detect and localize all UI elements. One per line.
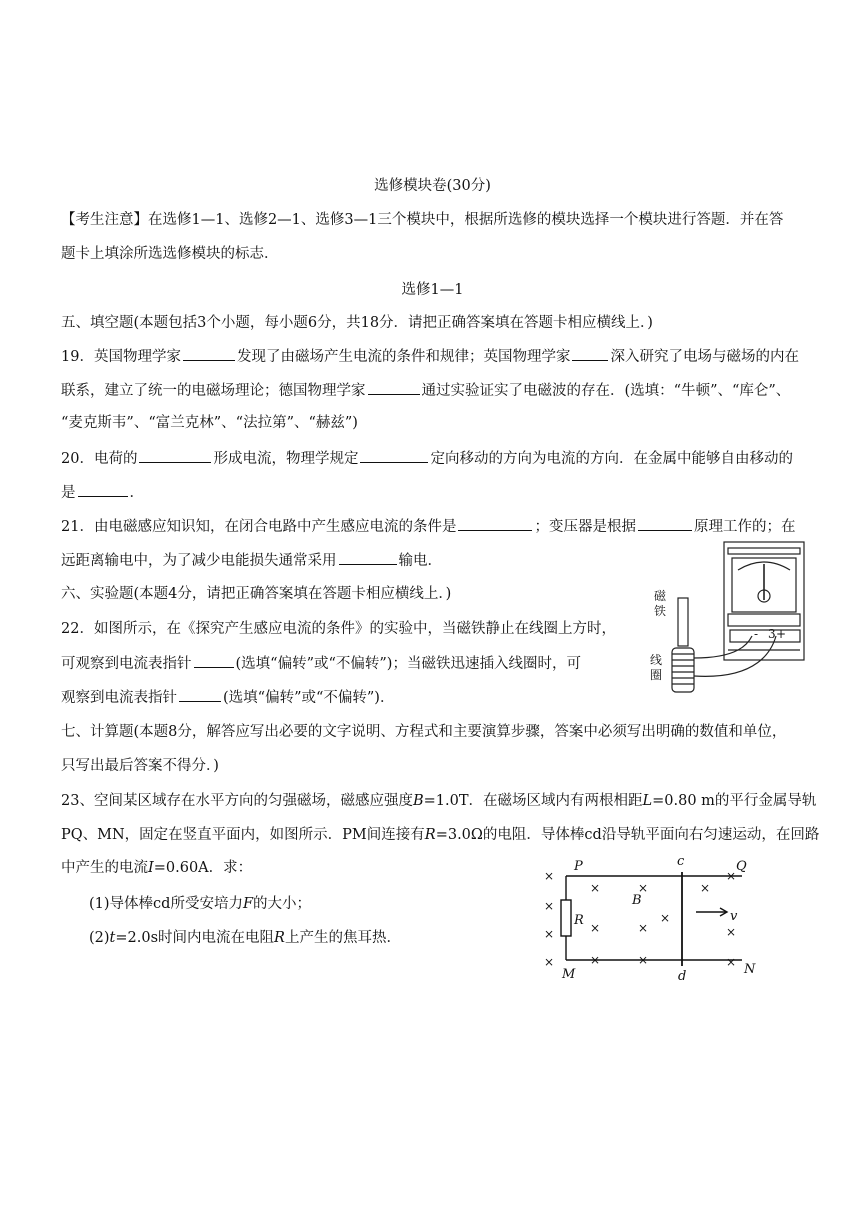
q23-symbol-R2: R: [274, 930, 285, 946]
q21-text-2: ；变压器是根据: [534, 519, 636, 535]
q23-symbol-t: t: [109, 930, 116, 946]
q23-text-1: 23、空间某区域存在水平方向的匀强磁场，磁感应强度: [61, 793, 413, 809]
notice-line-1: 【考生注意】在选修1—1、选修2—1、选修3—1三个模块中，根据所选修的模块选择一个模块进行答题．并在答: [61, 212, 784, 228]
label-Q: Q: [736, 859, 747, 874]
resistor-R: [561, 900, 571, 936]
notice-line-2: 题卡上填涂所选选修模块的标志．: [61, 246, 279, 262]
q23-text-4: PQ、MN，固定在竖直平面内，如图所示．PM间连接有: [61, 827, 425, 843]
q20-text-2: 形成电流，物理学规定: [213, 451, 359, 467]
q20-blank-3[interactable]: [78, 482, 128, 497]
field-cross-12: ×: [700, 881, 711, 895]
label-R: R: [574, 913, 584, 928]
field-cross-5: ×: [590, 881, 601, 895]
q23-text-2: =1.0T．在磁场区域内有两根相距: [423, 793, 643, 809]
coil-windings: [672, 654, 694, 684]
q20-blank-1[interactable]: [139, 448, 211, 463]
q23-symbol-F: F: [242, 896, 254, 912]
q19-blank-1[interactable]: [183, 346, 235, 361]
field-cross-11: ×: [660, 911, 671, 925]
field-cross-1: ×: [544, 869, 555, 883]
q23-symbol-L: L: [642, 793, 653, 809]
q23-line-3: [61, 858, 252, 878]
magnet-label: [654, 589, 667, 618]
q19-text-5: 通过实验证实了电磁波的存在．(选填：“牛顿”、“库仑”、: [421, 383, 791, 399]
field-cross-4: ×: [544, 955, 555, 969]
coil-label: [650, 652, 662, 682]
q21-blank-2[interactable]: [638, 516, 692, 531]
field-cross-9: ×: [638, 921, 649, 935]
q21-text-1: 21．由电磁感应知识知，在闭合电路中产生感应电流的条件是: [61, 519, 457, 535]
module-title: 选修1—1: [401, 282, 464, 298]
label-B: B: [632, 893, 642, 908]
field-cross-10: ×: [638, 953, 649, 967]
bar-magnet: [678, 598, 688, 646]
q19-text-4: 联系，建立了统一的电磁场理论；德国物理学家: [61, 383, 366, 399]
q22-line-3: [61, 687, 394, 708]
q19-text-2: 发现了由磁场产生电流的条件和规律；英国物理学家: [236, 349, 571, 365]
q23-symbol-B: B: [412, 793, 424, 809]
q20-text-4: 是: [61, 485, 76, 501]
q22-text-1: 可观察到电流表指针: [61, 656, 192, 672]
magnet-label-char-2: 铁: [654, 604, 667, 618]
label-P: P: [574, 859, 583, 874]
label-N: N: [744, 962, 756, 977]
field-cross-8: ×: [638, 881, 649, 895]
q21-line-2: [61, 550, 442, 571]
q20-text-3: 定向移动的方向为电流的方向．在金属中能够自由移动的: [430, 451, 793, 467]
q23-symbol-R: R: [424, 827, 436, 843]
magnet-label-char-1: 磁: [654, 589, 667, 603]
q23-line-1: [61, 791, 816, 811]
meter-3-label: 3: [768, 627, 776, 641]
q19-line-3: “麦克斯韦”、“富兰克林”、“法拉第”、“赫兹”): [61, 415, 358, 431]
field-cross-14: ×: [726, 925, 737, 939]
q20-blank-2[interactable]: [360, 448, 428, 463]
q23-text-6: 中产生的电流: [61, 860, 148, 876]
label-M: M: [562, 967, 576, 982]
q22-line-1: 22．如图所示，在《探究产生感应电流的条件》的实验中，当磁铁静止在线圈上方时，: [61, 621, 616, 637]
q23-sub2-text-1: (2): [89, 930, 110, 946]
coil-wire-1: [694, 636, 752, 658]
q22-blank-1[interactable]: [194, 653, 234, 668]
label-c: c: [677, 854, 685, 869]
rail-circuit-figure: [540, 852, 770, 988]
field-cross-3: ×: [544, 927, 555, 941]
q21-text-5: 输电．: [398, 553, 442, 569]
q19-line-1: [61, 346, 799, 367]
q23-line-2: [61, 825, 819, 845]
q21-line-1: [61, 516, 795, 537]
q23-sub2-text-3: 上产生的焦耳热．: [284, 930, 401, 946]
field-cross-15: ×: [726, 955, 737, 969]
q20-line-2: [61, 482, 144, 503]
q19-blank-3[interactable]: [368, 380, 420, 395]
section-6-heading: 六、实验题(本题4分，请把正确答案填在答题卡相应横线上．): [61, 586, 452, 602]
q19-text-1: 19．英国物理学家: [61, 349, 181, 365]
field-cross-7: ×: [590, 953, 601, 967]
q23-subquestion-2: [89, 928, 401, 948]
q23-symbol-I: I: [148, 860, 154, 876]
label-v: v: [730, 909, 738, 924]
q23-sub2-text-2: =2.0s时间内电流在电阻: [115, 930, 275, 946]
q23-text-5: =3.0Ω的电阻．导体棒cd沿导轨平面向右匀速运动，在回路: [435, 827, 820, 843]
section-7-heading-line-1: 七、计算题(本题8分，解答应写出必要的文字说明、方程式和主要演算步骤，答案中必须写出明确的数值和单位，: [61, 724, 787, 740]
label-d: d: [678, 969, 687, 984]
galvanometer-terminal-panel: [730, 630, 800, 642]
galvanometer-top-rim: [728, 548, 800, 554]
coil-label-char-2: 圈: [650, 668, 663, 682]
q21-blank-3[interactable]: [339, 550, 397, 565]
q22-text-3: 观察到电流表指针: [61, 690, 177, 706]
q23-text-3: =0.80 m的平行金属导轨: [652, 793, 817, 809]
coil-label-char-1: 线: [650, 653, 663, 667]
q23-sub1-text-1: (1)导体棒cd所受安培力: [89, 896, 243, 912]
q20-text-1: 20．电荷的: [61, 451, 138, 467]
q21-blank-1[interactable]: [458, 516, 532, 531]
field-cross-13: ×: [726, 869, 737, 883]
magnetic-field-crosses: [544, 869, 736, 969]
section-5-heading: 五、填空题(本题包括3个小题，每小题6分，共18分．请把正确答案填在答题卡相应横线上．): [61, 315, 653, 331]
galvanometer-experiment-figure: [648, 540, 806, 696]
q22-blank-2[interactable]: [179, 687, 221, 702]
q23-text-7: =0.60A．求：: [153, 860, 253, 876]
exam-section-title: 选修模块卷(30分): [374, 178, 491, 194]
q20-text-5: ．: [129, 485, 144, 501]
meter-plus-label: +: [776, 627, 787, 641]
q23-subquestion-1: [89, 894, 311, 914]
q21-text-4: 远距离输电中，为了减少电能损失通常采用: [61, 553, 337, 569]
q19-text-3: 深入研究了电场与磁场的内在: [610, 349, 799, 365]
section-7-heading-line-2: 只写出最后答案不得分．): [61, 758, 219, 774]
q19-blank-2[interactable]: [572, 346, 608, 361]
meter-minus-label: -: [754, 627, 759, 641]
q22-text-2: (选填“偏转”或“不偏转”)；当磁铁迅速插入线圈时，可: [235, 656, 581, 672]
q20-line-1: [61, 448, 793, 469]
q23-sub1-text-2: 的大小；: [253, 896, 312, 912]
q22-line-2: [61, 653, 581, 674]
q21-text-3: 原理工作的；在: [693, 519, 796, 535]
field-cross-2: ×: [544, 899, 555, 913]
galvanometer-base-panel: [728, 614, 800, 626]
field-cross-6: ×: [590, 921, 601, 935]
q22-text-4: (选填“偏转”或“不偏转”)．: [223, 690, 395, 706]
q19-line-2: [61, 380, 790, 401]
